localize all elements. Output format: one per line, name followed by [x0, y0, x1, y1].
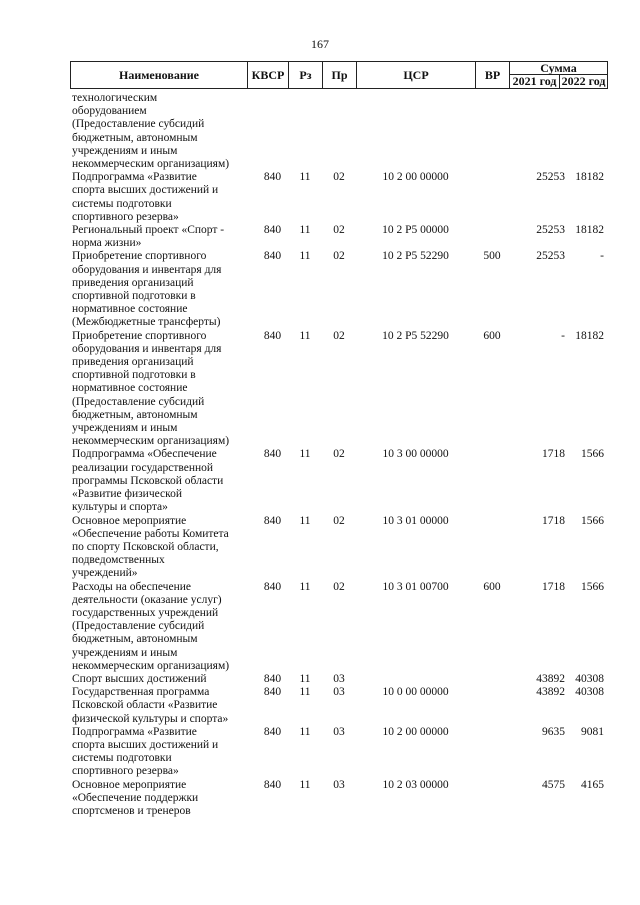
row-sum-2022: 18182: [575, 171, 604, 184]
row-name: Спорт высших достижений: [72, 672, 207, 685]
row-kvsr: 840: [263, 778, 282, 791]
row-name: Приобретение спортивного оборудования и инвентаря для приведения организаций спортивной подготовки в нормативное состояние (Предоставление субсидий бюджетным, автономным учреждениям и иным некоммерческим организациям): [72, 329, 230, 448]
row-kvsr: 840: [263, 171, 282, 184]
row-kvsr: 840: [263, 329, 282, 342]
table-row: [70, 779, 608, 819]
row-kvsr: 840: [263, 672, 282, 685]
table-row: [70, 515, 608, 581]
row-name: Подпрограмма «Обеспечение реализации государственной программы Псковской области «Развитие физической культуры и спорта»: [72, 448, 224, 514]
row-pr: 03: [333, 686, 345, 699]
row-sum-2022: -: [600, 250, 604, 263]
row-rz: 11: [299, 224, 311, 237]
row-rz: 11: [299, 725, 311, 738]
row-rz: 11: [299, 250, 311, 263]
row-csr: 10 2 P5 00000: [382, 224, 449, 237]
row-vr: [475, 673, 509, 686]
row-name: Региональный проект «Спорт - норма жизни»: [72, 224, 225, 250]
row-pr: 02: [333, 448, 345, 461]
row-sum-2022: 1566: [581, 448, 604, 461]
row-sum-2021: 43892: [536, 686, 565, 699]
table-row: [70, 224, 608, 250]
table-row: [70, 581, 608, 673]
row-vr: [475, 224, 509, 250]
row-sum-2022: 18182: [575, 224, 604, 237]
row-vr: [475, 686, 509, 726]
row-name: Подпрограмма «Развитие спорта высших достижений и системы подготовки спортивного резерва»: [72, 171, 219, 223]
row-kvsr: 840: [263, 448, 282, 461]
row-sum-2022: 40308: [575, 672, 604, 685]
row-name: Приобретение спортивного оборудования и инвентаря для приведения организаций спортивной подготовки в нормативное состояние (Межбюджетные трансферты): [72, 250, 222, 329]
row-sum-2021: -: [561, 329, 565, 342]
row-rz: 11: [299, 171, 311, 184]
row-sum-2022: 4165: [581, 778, 604, 791]
row-vr: 600: [483, 580, 501, 593]
row-pr: 02: [333, 514, 345, 527]
row-vr: [475, 448, 509, 514]
row-sum-2021: 43892: [536, 672, 565, 685]
row-rz: 11: [299, 580, 311, 593]
continuation-row: [70, 92, 608, 171]
row-sum-2021: 9635: [542, 725, 565, 738]
table-row: [70, 171, 608, 224]
row-csr: 10 3 01 00000: [382, 514, 449, 527]
row-vr: [475, 171, 509, 224]
header-vr: ВР: [476, 62, 510, 88]
row-csr: 10 3 00 00000: [382, 448, 449, 461]
row-vr: 500: [483, 250, 501, 263]
row-name: Основное мероприятие «Обеспечение поддержки спортсменов и тренеров: [72, 778, 199, 817]
row-pr: 03: [333, 672, 345, 685]
row-rz: 11: [299, 329, 311, 342]
table-row: [70, 726, 608, 779]
row-vr: [475, 726, 509, 779]
row-sum-2021: 25253: [536, 224, 565, 237]
row-sum-2022: 1566: [581, 580, 604, 593]
row-sum-2021: 1718: [542, 448, 565, 461]
table-row: [70, 686, 608, 726]
table-body: [70, 92, 608, 818]
row-pr: 02: [333, 171, 345, 184]
row-sum-2021: 1718: [542, 514, 565, 527]
table-row: [70, 330, 608, 449]
row-vr: 600: [483, 329, 501, 342]
row-pr: 03: [333, 725, 345, 738]
row-kvsr: 840: [263, 686, 282, 699]
header-sum: Сумма: [510, 62, 607, 75]
row-name: Подпрограмма «Развитие спорта высших достижений и системы подготовки спортивного резерва»: [72, 725, 219, 778]
row-csr: 10 2 P5 52290: [382, 329, 449, 342]
row-sum-2022: 18182: [575, 329, 604, 342]
row-name: Расходы на обеспечение деятельности (оказание услуг) государственных учреждений (Предоставление субсидий бюджетным, автономным учреждениям и иным некоммерческим организациям): [72, 580, 230, 672]
row-pr: 02: [333, 580, 345, 593]
row-csr: 10 2 00 00000: [382, 171, 449, 184]
row-sum-2021: 4575: [542, 778, 565, 791]
row-kvsr: 840: [263, 514, 282, 527]
row-kvsr: 840: [263, 224, 282, 237]
row-name: Основное мероприятие «Обеспечение работы Комитета по спорту Псковской области, подведомственных учреждений»: [72, 514, 229, 580]
row-sum-2022: 40308: [575, 686, 604, 699]
row-csr: 10 2 00 00000: [382, 725, 449, 738]
row-rz: 11: [299, 686, 311, 699]
table-row: [70, 250, 608, 329]
row-csr: 10 3 01 00700: [382, 580, 449, 593]
page-number: 167: [311, 37, 329, 51]
header-kvsr: КВСР: [248, 62, 289, 88]
row-csr: 10 2 P5 52290: [382, 250, 449, 263]
header-rz: Рз: [289, 62, 323, 88]
header-pr: Пр: [323, 62, 357, 88]
row-kvsr: 840: [263, 725, 282, 738]
row-csr: 10 0 00 00000: [382, 686, 449, 699]
table-row: [70, 448, 608, 514]
row-name: Государственная программа Псковской области «Развитие физической культуры и спорта»: [72, 686, 229, 725]
row-sum-2021: 1718: [542, 580, 565, 593]
header-csr: ЦСР: [357, 62, 476, 88]
row-sum-2022: 1566: [581, 514, 604, 527]
row-rz: 11: [299, 778, 311, 791]
row-csr: [356, 673, 475, 686]
table-header: [70, 61, 608, 89]
row-kvsr: 840: [263, 250, 282, 263]
header-name: Наименование: [71, 62, 248, 88]
row-rz: 11: [299, 672, 311, 685]
header-2021: 2021 год: [510, 75, 560, 88]
row-sum-2021: 25253: [536, 171, 565, 184]
continuation-text: технологическим оборудованием (Предоставление субсидий бюджетным, автономным учреждениям и иным некоммерческим организациям): [72, 92, 230, 171]
table-row: [70, 673, 608, 686]
row-pr: 02: [333, 224, 345, 237]
row-pr: 03: [333, 778, 345, 791]
row-rz: 11: [299, 514, 311, 527]
row-rz: 11: [299, 448, 311, 461]
header-2022: 2022 год: [561, 74, 606, 88]
row-kvsr: 840: [263, 580, 282, 593]
row-csr: 10 2 03 00000: [382, 778, 449, 791]
row-pr: 02: [333, 329, 345, 342]
table-rows: [70, 171, 608, 818]
row-sum-2022: 9081: [581, 725, 604, 738]
row-pr: 02: [333, 250, 345, 263]
row-vr: [475, 779, 509, 819]
row-vr: [475, 515, 509, 581]
row-sum-2021: 25253: [536, 250, 565, 263]
